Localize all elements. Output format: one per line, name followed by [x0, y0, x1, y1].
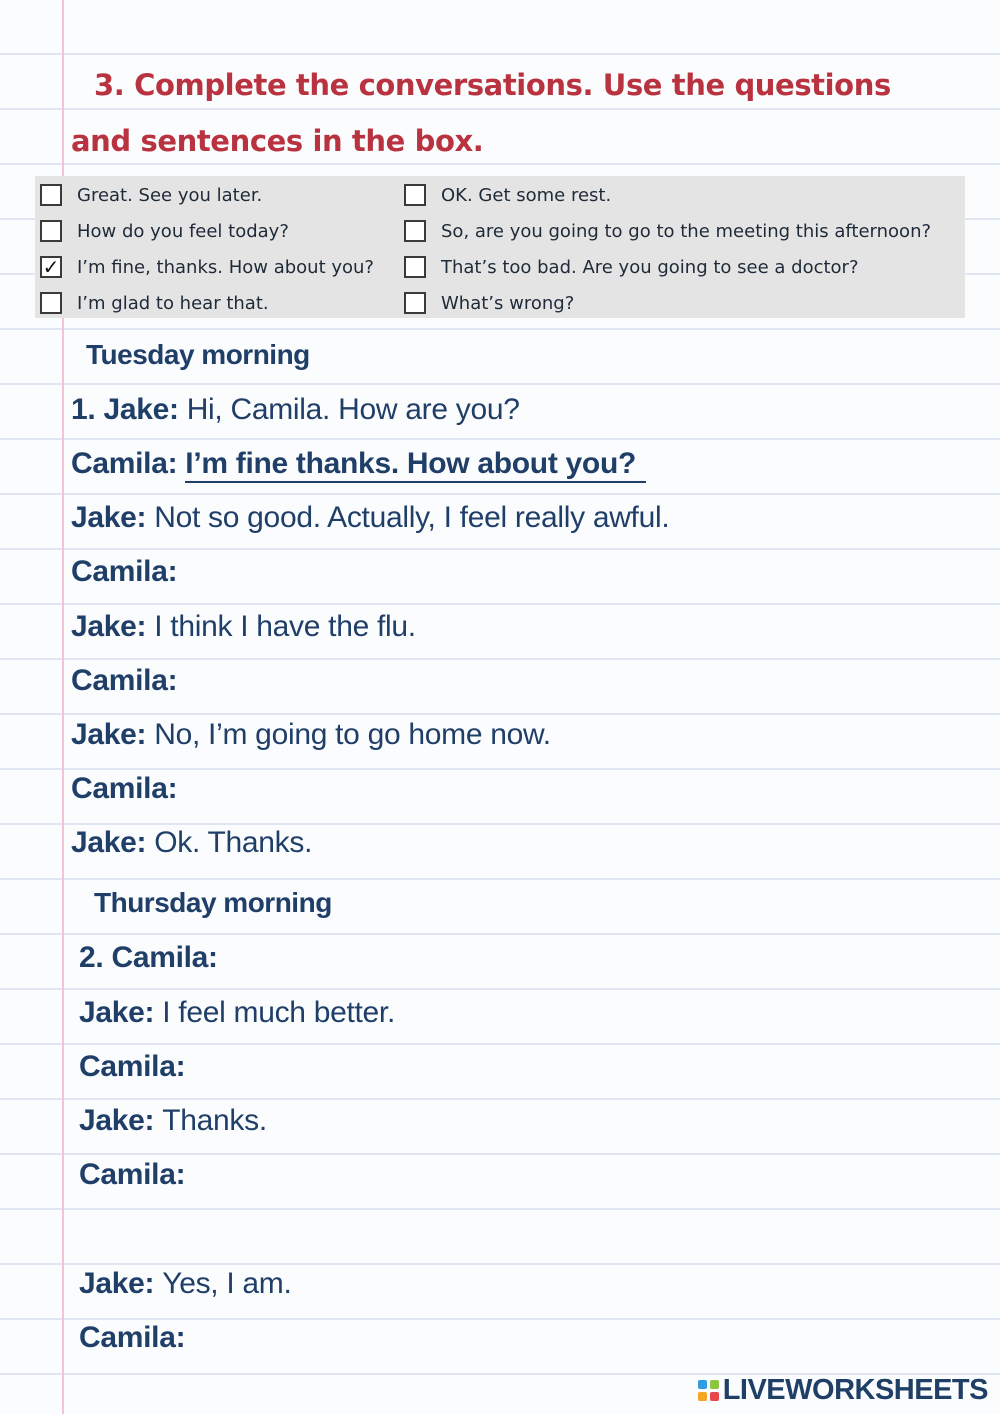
- speaker-label: Jake:: [71, 501, 147, 534]
- dialogue-line: [71, 826, 312, 860]
- dialogue-line: [71, 772, 885, 806]
- option-label: OK. Get some rest.: [441, 184, 612, 206]
- dialogue-line: [71, 718, 551, 752]
- dialogue-line: [79, 1158, 893, 1192]
- dialogue-line: [71, 447, 646, 483]
- line-text: I think I have the flu.: [154, 610, 416, 643]
- speaker-label: Camila:: [71, 664, 178, 697]
- line-text: Yes, I am.: [162, 1267, 292, 1300]
- speaker-label: Jake:: [71, 826, 147, 859]
- section-title-tuesday: Tuesday morning: [86, 339, 310, 370]
- checkbox[interactable]: [40, 292, 62, 314]
- answer-field[interactable]: [185, 772, 885, 806]
- answer-field[interactable]: [193, 1158, 893, 1192]
- dialogue-line: [79, 1321, 893, 1355]
- speaker-label: Camila:: [79, 1321, 186, 1354]
- liveworksheets-logo: [698, 1374, 988, 1407]
- dialogue-line: [71, 393, 520, 427]
- speaker-label: Camila:: [79, 1050, 186, 1083]
- dialogue-line: [71, 501, 669, 535]
- checkmark-icon: ✓: [42, 255, 60, 279]
- option-label: Great. See you later.: [77, 184, 263, 206]
- line-text: No, I’m going to go home now.: [154, 718, 551, 751]
- option-thats-too-bad[interactable]: [404, 249, 859, 285]
- option-label: That’s too bad. Are you going to see a doctor?: [441, 256, 859, 278]
- dialogue-line: [79, 996, 395, 1030]
- logo-grid-icon: [698, 1380, 719, 1401]
- speaker-label: 1. Jake:: [71, 393, 179, 426]
- answer-field[interactable]: [185, 555, 885, 589]
- option-im-glad-to-hear-that[interactable]: [40, 285, 269, 321]
- option-label: What’s wrong?: [441, 292, 575, 314]
- checkbox[interactable]: [404, 256, 426, 278]
- option-label: So, are you going to go to the meeting this afternoon?: [441, 220, 932, 242]
- speaker-label: Jake:: [79, 996, 155, 1029]
- answer-field[interactable]: [193, 1050, 893, 1084]
- logo-text: LIVEWORKSHEETS: [722, 1374, 988, 1406]
- logo-square: [698, 1392, 707, 1401]
- dialogue-line: [79, 1104, 267, 1138]
- option-label: I’m fine, thanks. How about you?: [77, 256, 374, 278]
- checkbox[interactable]: [40, 220, 62, 242]
- speaker-label: Jake:: [79, 1104, 155, 1137]
- exercise-heading-line-2: and sentences in the box.: [71, 124, 484, 158]
- checkbox[interactable]: [404, 184, 426, 206]
- line-text: Hi, Camila. How are you?: [186, 393, 520, 426]
- option-im-fine-thanks[interactable]: [40, 249, 374, 285]
- speaker-label: 2. Camila:: [79, 941, 218, 974]
- dialogue-line: [79, 941, 926, 975]
- line-text: Ok. Thanks.: [154, 826, 313, 859]
- logo-square: [710, 1392, 719, 1401]
- checkbox[interactable]: [40, 184, 62, 206]
- answer-field[interactable]: [185, 664, 885, 698]
- speaker-label: Camila:: [71, 447, 178, 480]
- option-great-see-you-later[interactable]: [40, 177, 262, 213]
- logo-square: [710, 1380, 719, 1389]
- speaker-label: Jake:: [79, 1267, 155, 1300]
- speaker-label: Camila:: [71, 555, 178, 588]
- option-label: How do you feel today?: [77, 220, 289, 242]
- checkbox[interactable]: [404, 292, 426, 314]
- section-title-thursday: Thursday morning: [94, 887, 332, 918]
- options-box: [35, 176, 965, 318]
- checkbox[interactable]: [404, 220, 426, 242]
- line-text: I feel much better.: [162, 996, 395, 1029]
- speaker-label: Camila:: [71, 772, 178, 805]
- dialogue-line: [79, 1267, 292, 1301]
- answer-field[interactable]: [193, 1321, 893, 1355]
- exercise-heading-line-1: 3. Complete the conversations. Use the questions: [94, 68, 891, 102]
- dialogue-line: [79, 1050, 893, 1084]
- option-going-to-meeting[interactable]: [404, 213, 931, 249]
- dialogue-line: [71, 664, 885, 698]
- dialogue-line: [71, 555, 885, 589]
- line-text: Not so good. Actually, I feel really awful.: [154, 501, 670, 534]
- line-text: Thanks.: [162, 1104, 267, 1137]
- speaker-label: Jake:: [71, 610, 147, 643]
- speaker-label: Camila:: [79, 1158, 186, 1191]
- option-ok-get-some-rest[interactable]: [404, 177, 611, 213]
- speaker-label: Jake:: [71, 718, 147, 751]
- option-label: I’m glad to hear that.: [77, 292, 269, 314]
- logo-square: [698, 1380, 707, 1389]
- checkbox-checked[interactable]: [40, 256, 62, 278]
- answer-field[interactable]: I’m fine thanks. How about you?: [185, 447, 646, 483]
- option-whats-wrong[interactable]: [404, 285, 574, 321]
- answer-field[interactable]: [226, 941, 926, 975]
- option-how-do-you-feel-today[interactable]: [40, 213, 289, 249]
- dialogue-line: [71, 610, 416, 644]
